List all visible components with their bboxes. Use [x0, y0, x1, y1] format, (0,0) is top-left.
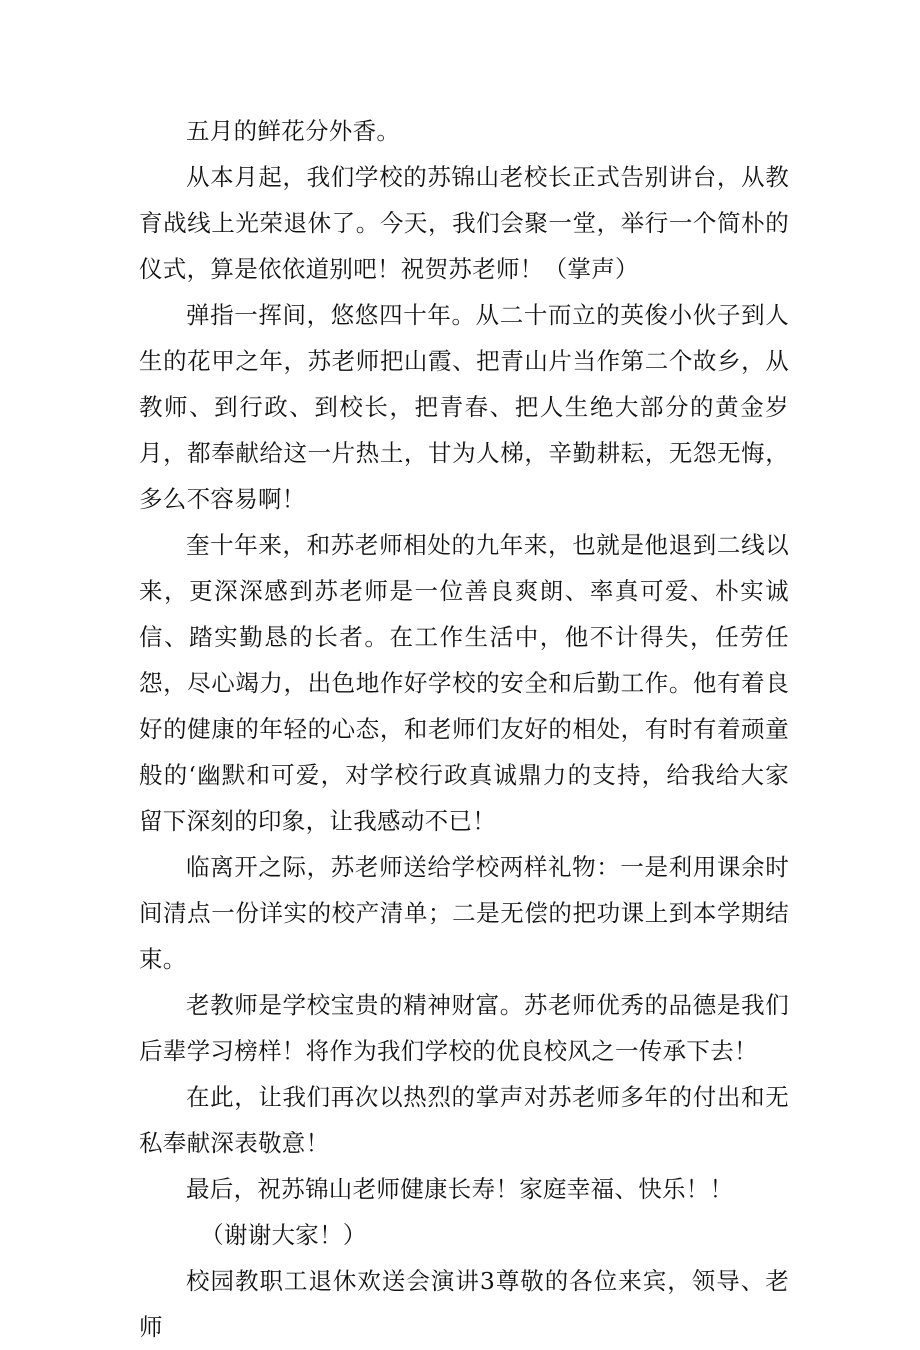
- paragraph-gifts: 临离开之际，苏老师送给学校两样礼物：一是利用课余时间清点一份详实的校产清单；二是无偿的把功课上到本学期结束。: [139, 853, 789, 973]
- paragraph-thanks: （谢谢大家！）: [200, 1221, 367, 1249]
- paragraph-applause: 在此，让我们再次以热烈的掌声对苏老师多年的付出和无私奉献深表敬意！: [139, 1083, 789, 1157]
- paragraph-next-speech: 校园教职工退休欢送会演讲3尊敬的各位来宾，领导、老师: [139, 1267, 789, 1341]
- paragraph-blessing: 最后，祝苏锦山老师健康长寿！家庭幸福、快乐！！: [186, 1175, 734, 1203]
- paragraph-character: 奎十年来，和苏老师相处的九年来，也就是他退到二线以来，更深深感到苏老师是一位善良爽朗、率真可爱、朴实诚信、踏实勤恳的长者。在工作生活中，他不计得失，任劳任怨，尽心竭力，出色地作好学校的安全和后勤工作。他有着良好的健康的年轻的心态，和老师们友好的相处，有时有着顽童般的‘幽默和可爱，对学校行政真诚鼎力的支持，给我给大家留下深刻的印象，让我感动不已！: [139, 531, 789, 835]
- paragraph-opening: 五月的鲜花分外香。: [186, 117, 401, 145]
- paragraph-forty-years: 弹指一挥间，悠悠四十年。从二十而立的英俊小伙子到人生的花甲之年，苏老师把山霞、把青山片当作第二个故乡，从教师、到行政、到校长，把青春、把人生绝大部分的黄金岁月，都奉献给这一片热土，甘为人梯，辛勤耕耘，无怨无悔，多么不容易啊！: [139, 301, 789, 513]
- paragraph-legacy: 老教师是学校宝贵的精神财富。苏老师优秀的品德是我们后辈学习榜样！将作为我们学校的优良校风之一传承下去！: [139, 991, 789, 1065]
- paragraph-retirement-announcement: 从本月起，我们学校的苏锦山老校长正式告别讲台，从教育战线上光荣退休了。今天，我们会聚一堂，举行一个简朴的仪式，算是依依道别吧！祝贺苏老师！（掌声）: [139, 163, 789, 283]
- document-body: [139, 108, 789, 1350]
